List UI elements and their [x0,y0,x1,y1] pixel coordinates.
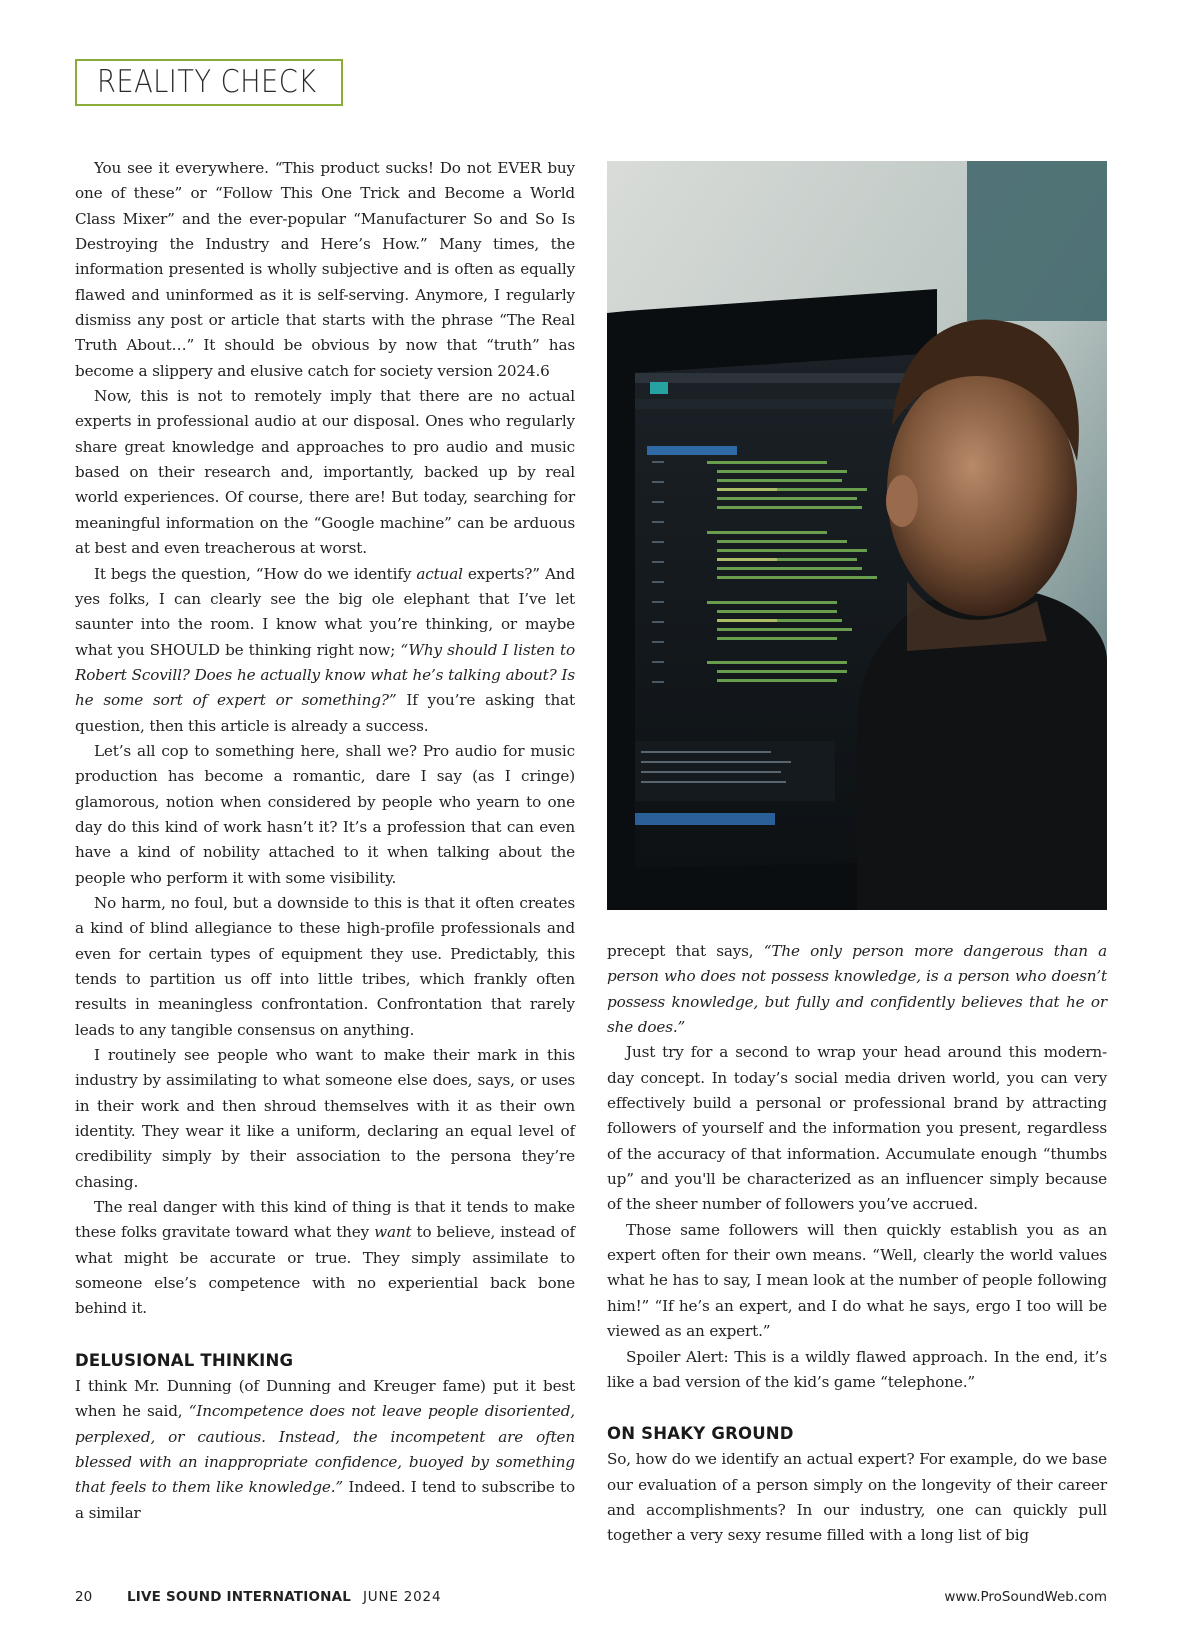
page-number: 20 [75,1589,93,1605]
section-title: REALITY CHECK [97,64,317,100]
paragraph: No harm, no foul, but a downside to this is that it often creates a kind of blind allegiance to these high-profile professionals and even for certain types of equipment they use. Predictably, this tends to partition us off into little tribes, which frankly often results in meaningless confrontation. Confrontation that rarely leads to any tangible consensus on anything. [75,893,575,1039]
subheading-delusional-thinking: DELUSIONAL THINKING [75,1350,294,1370]
section-header [75,59,343,106]
article-photo [607,161,1107,910]
page-footer [75,1589,1107,1611]
paragraph: You see it everywhere. “This product sucks! Do not EVER buy one of these” or “Follow This One Trick and Become a World Class Mixer” and the ever-popular “Manufacturer So and So Is Destroying the Industry and Here’s How.” Many times, the information presented is wholly subjective and is often as equally flawed and uninformed as it is self-serving. Anymore, I regularly dismiss any post or article that starts with the phrase “The Real Truth About…” It should be obvious by now that “truth” has become a slippery and elusive catch for society version 2024.6 [75,159,575,380]
paragraph: The real danger with this kind of thing is that it tends to make these folks gravitate toward what they want to believe, instead of what might be accurate or true. They simply assimilate to someone else’s competence with no experiential back bone behind it. [75,1198,575,1318]
paragraph: Just try for a second to wrap your head around this modern-day concept. In today’s social media driven world, you can very effectively build a personal or professional brand by attracting followers of yourself and the information you present, regardless of the accuracy of that information. Accumulate enough “thumbs up” and you'll be characterized as an influencer simply because of the sheer number of followers you’ve accrued. [607,1043,1107,1214]
subheading-on-shaky-ground: ON SHAKY GROUND [607,1424,794,1444]
paragraph: Let’s all cop to something here, shall we? Pro audio for music production has become a romantic, dare I say (as I cringe) glamorous, notion when considered by people who yearn to one day do this kind of work hasn’t it? It’s a profession that can even have a kind of nobility attached to it when talking about the people who perform it with some visibility. [75,741,575,887]
magazine-name: LIVE SOUND INTERNATIONAL [127,1589,352,1605]
website-url: www.ProSoundWeb.com [944,1589,1107,1605]
article-column-left [75,156,575,1526]
paragraph: So, how do we identify an actual expert? For example, do we base our evaluation of a person simply on the longevity of their career and accomplishments? In our industry, one can quickly pull together a very sexy resume filled with a long list of big [607,1450,1107,1545]
article-column-right [607,939,1107,1549]
photo-engineer-at-monitor [607,161,1107,910]
paragraph: Now, this is not to remotely imply that there are no actual experts in professional audio at our disposal. Ones who regularly share great knowledge and approaches to pro audio and music based on their research and, importantly, backed up by real world experiences. Of course, there are! But today, searching for meaningful information on the “Google machine” can be arduous at best and even treacherous at worst. [75,387,575,558]
paragraph: It begs the question, “How do we identify actual experts?” And yes folks, I can clearly see the big ole elephant that I’ve let saunter into the room. I know what you’re thinking, or maybe what you SHOULD be thinking right now; “Why should I listen to Robert Scovill? Does he actually know what he’s talking about? Is he some sort of expert or something?” If you’re asking that question, then this article is already a success. [75,564,575,735]
paragraph: precept that says, “The only person more dangerous than a person who does not possess knowledge, is a person who doesn’t possess knowledge, but fully and confidently believes that he or she does.” [607,942,1108,1037]
paragraph: I routinely see people who want to make their mark in this industry by assimilating to what someone else does, says, or uses in their work and then shroud themselves with it as their own identity. They wear it like a uniform, declaring an equal level of credibility simply by their association to the persona they’re chasing. [75,1046,575,1191]
paragraph: Spoiler Alert: This is a wildly flawed approach. In the end, it’s like a bad version of the kid’s game “telephone.” [607,1347,1107,1391]
paragraph: I think Mr. Dunning (of Dunning and Kreuger fame) put it best when he said, “Incompetence does not leave people disoriented, perplexed, or cautious. Instead, the incompetent are often blessed with an inappropriate confidence, buoyed by something that feels to them like knowledge.” Indeed. I tend to subscribe to a similar [75,1376,575,1522]
paragraph: Those same followers will then quickly establish you as an expert often for their own means. “Well, clearly the world values what he has to say, I mean look at the number of people following him!” “If he’s an expert, and I do what he says, ergo I too will be viewed as an expert.” [607,1220,1107,1341]
issue-date: JUNE 2024 [363,1589,442,1605]
